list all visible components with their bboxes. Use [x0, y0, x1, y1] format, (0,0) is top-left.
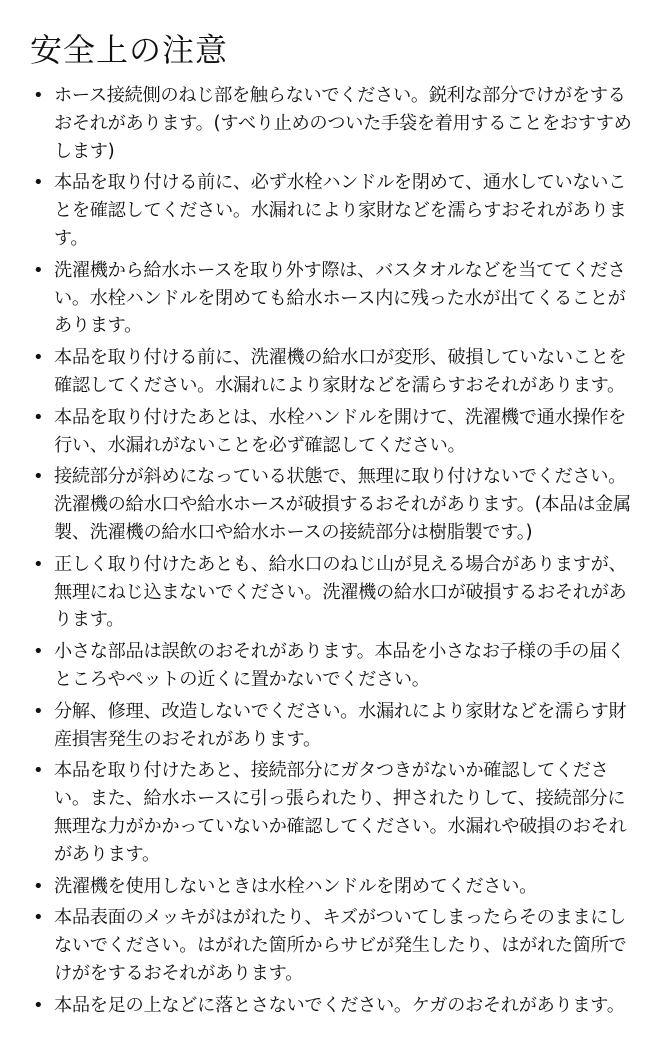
- list-item: [30, 404, 642, 460]
- bullet-icon: •: [33, 875, 44, 897]
- list-item-text: 洗濯機を使用しないときは水栓ハンドルを閉めてください。: [54, 875, 537, 897]
- bullet-icon: •: [33, 553, 44, 575]
- list-item: [30, 904, 642, 987]
- list-item-text: 接続部分が斜めになっている状態で、無理に取り付けないでください。洗濯機の給水口や給水ホースが破損するおそれがあります。(本品は金属製、洗濯機の給水口や給水ホースの接続部分は樹脂製です。): [54, 466, 631, 543]
- list-item-text: 本品を足の上などに落とさないでください。ケガのおそれがあります。: [54, 994, 625, 1016]
- list-item: [30, 698, 642, 754]
- bullet-icon: •: [33, 172, 44, 194]
- list-item: [30, 551, 642, 634]
- list-item-text: 本品を取り付けたあとは、水栓ハンドルを開けて、洗濯機で通水操作を行い、水漏れがないことを必ず確認してください。: [54, 406, 627, 456]
- list-item-text: 小さな部品は誤飲のおそれがあります。本品を小さなお子様の手の届くところやペットの近くに置かないでください。: [54, 641, 625, 690]
- bullet-icon: •: [33, 466, 44, 488]
- list-item: [30, 463, 642, 546]
- bullet-icon: •: [33, 641, 44, 663]
- safety-notes-list: [30, 82, 642, 1020]
- list-item-text: 本品表面のメッキがはがれたり、キズがついてしまったらそのままにしないでください。はがれた箇所からサビが発生したり、はがれた箇所でけがをするおそれがあります。: [54, 907, 627, 984]
- list-item: [30, 992, 642, 1020]
- bullet-icon: •: [33, 259, 44, 281]
- bullet-icon: •: [33, 907, 44, 929]
- list-item-text: ホース接続側のねじ部を触らないでください。鋭利な部分でけがをするおそれがあります。(すべり止めのついた手袋を着用することをおすすめします): [54, 85, 632, 162]
- bullet-icon: •: [33, 700, 44, 722]
- list-item-text: 本品を取り付ける前に、洗濯機の給水口が変形、破損していないことを確認してください。水漏れにより家財などを濡らすおそれがあります。: [54, 347, 627, 396]
- list-item-text: 本品を取り付ける前に、必ず水栓ハンドルを閉めて、通水していないことを確認してください。水漏れにより家財などを濡らすおそれがあります。: [54, 172, 627, 249]
- list-item: [30, 169, 642, 252]
- list-item-text: 正しく取り付けたあとも、給水口のねじ山が見える場合がありますが、 無理にねじ込まないでください。洗濯機の給水口が破損するおそれがあります。: [54, 553, 627, 631]
- bullet-icon: •: [33, 406, 44, 428]
- bullet-icon: •: [33, 85, 44, 106]
- page-title: 安全上の注意: [30, 31, 229, 69]
- bullet-icon: •: [33, 760, 44, 782]
- list-item: [30, 344, 642, 400]
- list-item: [30, 82, 642, 165]
- bullet-icon: •: [33, 994, 44, 1016]
- list-item-text: 本品を取り付けたあと、接続部分にガタつきがないか確認してください。また、給水ホースに引っ張られたり、押されたりして、接続部分に無理な力がかかっていないか確認してください。水漏れや破損のおそれがあります。: [54, 760, 627, 865]
- list-item: [30, 638, 642, 694]
- list-item: [30, 257, 642, 340]
- bullet-icon: •: [33, 347, 44, 369]
- list-item-text: 分解、修理、改造しないでください。水漏れにより家財などを濡らす財産損害発生のおそれがあります。: [54, 700, 627, 750]
- list-item: [30, 757, 642, 868]
- list-item: [30, 873, 642, 901]
- list-item-text: 洗濯機から給水ホースを取り外す際は、バスタオルなどを当ててください。水栓ハンドルを閉めても給水ホース内に残った水が出てくることがあります。: [54, 259, 626, 337]
